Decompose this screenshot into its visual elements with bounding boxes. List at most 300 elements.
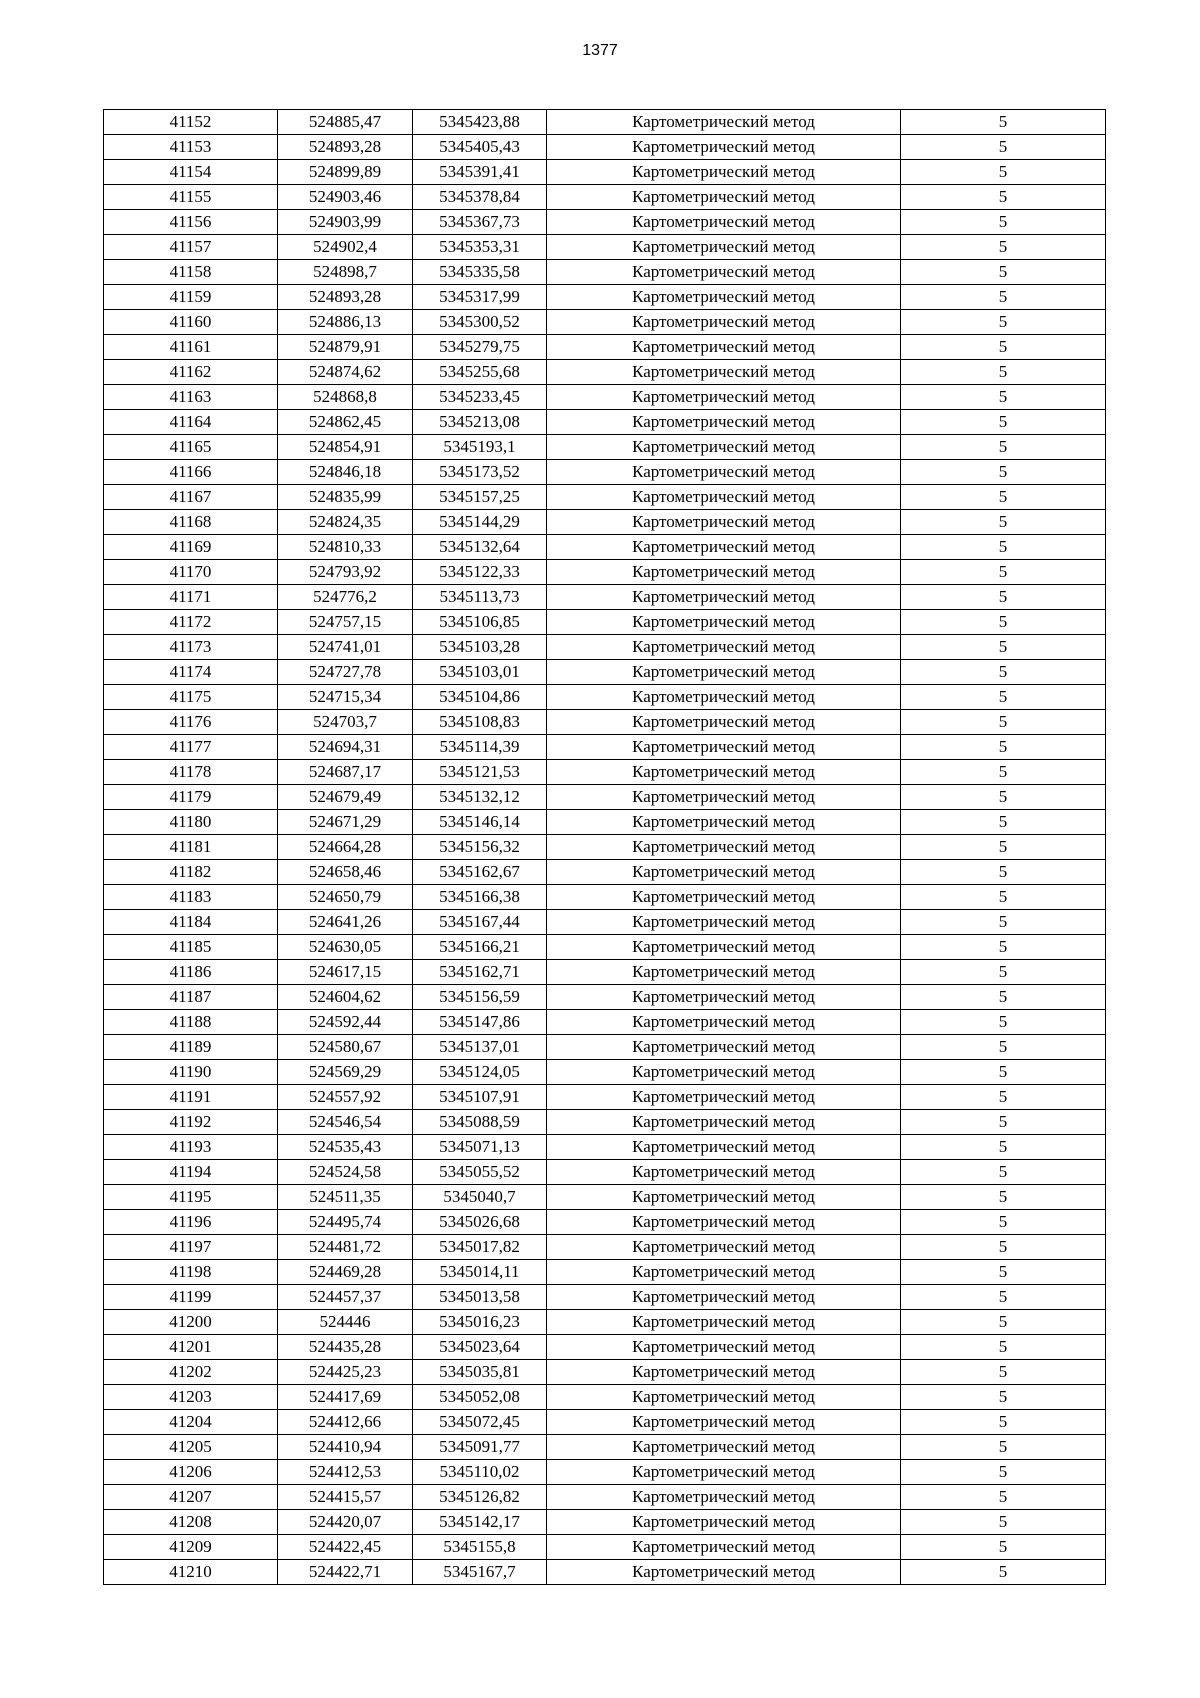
method-cell: Картометрический метод [547, 210, 901, 235]
accuracy-cell: 5 [901, 1035, 1106, 1060]
method-cell: Картометрический метод [547, 1235, 901, 1260]
accuracy-cell: 5 [901, 1310, 1106, 1335]
method-cell: Картометрический метод [547, 235, 901, 260]
y-coordinate-cell: 5345013,58 [413, 1285, 547, 1310]
x-coordinate-cell: 524457,37 [278, 1285, 413, 1310]
accuracy-cell: 5 [901, 560, 1106, 585]
point-number-cell: 41192 [104, 1110, 278, 1135]
accuracy-cell: 5 [901, 985, 1106, 1010]
y-coordinate-cell: 5345016,23 [413, 1310, 547, 1335]
y-coordinate-cell: 5345023,64 [413, 1335, 547, 1360]
table-row [104, 1310, 1106, 1335]
point-number-cell: 41181 [104, 835, 278, 860]
method-cell: Картометрический метод [547, 1060, 901, 1085]
table-row [104, 160, 1106, 185]
y-coordinate-cell: 5345121,53 [413, 760, 547, 785]
accuracy-cell: 5 [901, 1385, 1106, 1410]
method-cell: Картометрический метод [547, 1185, 901, 1210]
accuracy-cell: 5 [901, 1410, 1106, 1435]
x-coordinate-cell: 524903,46 [278, 185, 413, 210]
method-cell: Картометрический метод [547, 735, 901, 760]
x-coordinate-cell: 524793,92 [278, 560, 413, 585]
method-cell: Картометрический метод [547, 1160, 901, 1185]
accuracy-cell: 5 [901, 510, 1106, 535]
y-coordinate-cell: 5345166,21 [413, 935, 547, 960]
accuracy-cell: 5 [901, 535, 1106, 560]
point-number-cell: 41160 [104, 310, 278, 335]
point-number-cell: 41209 [104, 1535, 278, 1560]
x-coordinate-cell: 524422,45 [278, 1535, 413, 1560]
method-cell: Картометрический метод [547, 660, 901, 685]
y-coordinate-cell: 5345423,88 [413, 110, 547, 135]
method-cell: Картометрический метод [547, 860, 901, 885]
method-cell: Картометрический метод [547, 1385, 901, 1410]
accuracy-cell: 5 [901, 160, 1106, 185]
method-cell: Картометрический метод [547, 1435, 901, 1460]
y-coordinate-cell: 5345378,84 [413, 185, 547, 210]
point-number-cell: 41183 [104, 885, 278, 910]
point-number-cell: 41197 [104, 1235, 278, 1260]
point-number-cell: 41165 [104, 435, 278, 460]
accuracy-cell: 5 [901, 385, 1106, 410]
table-row [104, 710, 1106, 735]
point-number-cell: 41200 [104, 1310, 278, 1335]
table-row [104, 210, 1106, 235]
table-row [104, 1335, 1106, 1360]
x-coordinate-cell: 524874,62 [278, 360, 413, 385]
x-coordinate-cell: 524412,53 [278, 1460, 413, 1485]
table-row [104, 1535, 1106, 1560]
point-number-cell: 41186 [104, 960, 278, 985]
x-coordinate-cell: 524885,47 [278, 110, 413, 135]
x-coordinate-cell: 524604,62 [278, 985, 413, 1010]
y-coordinate-cell: 5345156,59 [413, 985, 547, 1010]
method-cell: Картометрический метод [547, 160, 901, 185]
accuracy-cell: 5 [901, 485, 1106, 510]
accuracy-cell: 5 [901, 1010, 1106, 1035]
page-number: 1377 [582, 42, 618, 59]
table-row [104, 910, 1106, 935]
y-coordinate-cell: 5345072,45 [413, 1410, 547, 1435]
y-coordinate-cell: 5345155,8 [413, 1535, 547, 1560]
accuracy-cell: 5 [901, 110, 1106, 135]
y-coordinate-cell: 5345193,1 [413, 435, 547, 460]
method-cell: Картометрический метод [547, 1135, 901, 1160]
accuracy-cell: 5 [901, 135, 1106, 160]
y-coordinate-cell: 5345156,32 [413, 835, 547, 860]
x-coordinate-cell: 524862,45 [278, 410, 413, 435]
y-coordinate-cell: 5345335,58 [413, 260, 547, 285]
table-row [104, 760, 1106, 785]
table-row [104, 1185, 1106, 1210]
accuracy-cell: 5 [901, 835, 1106, 860]
table-row [104, 410, 1106, 435]
method-cell: Картометрический метод [547, 1535, 901, 1560]
accuracy-cell: 5 [901, 435, 1106, 460]
accuracy-cell: 5 [901, 1335, 1106, 1360]
table-row [104, 135, 1106, 160]
y-coordinate-cell: 5345071,13 [413, 1135, 547, 1160]
x-coordinate-cell: 524687,17 [278, 760, 413, 785]
x-coordinate-cell: 524469,28 [278, 1260, 413, 1285]
accuracy-cell: 5 [901, 610, 1106, 635]
point-number-cell: 41190 [104, 1060, 278, 1085]
accuracy-cell: 5 [901, 1060, 1106, 1085]
coordinates-table-body [104, 110, 1106, 1585]
accuracy-cell: 5 [901, 360, 1106, 385]
x-coordinate-cell: 524420,07 [278, 1510, 413, 1535]
point-number-cell: 41196 [104, 1210, 278, 1235]
table-row [104, 1085, 1106, 1110]
table-row [104, 585, 1106, 610]
point-number-cell: 41208 [104, 1510, 278, 1535]
x-coordinate-cell: 524650,79 [278, 885, 413, 910]
accuracy-cell: 5 [901, 785, 1106, 810]
point-number-cell: 41189 [104, 1035, 278, 1060]
method-cell: Картометрический метод [547, 1310, 901, 1335]
accuracy-cell: 5 [901, 185, 1106, 210]
accuracy-cell: 5 [901, 760, 1106, 785]
table-row [104, 935, 1106, 960]
x-coordinate-cell: 524715,34 [278, 685, 413, 710]
x-coordinate-cell: 524569,29 [278, 1060, 413, 1085]
method-cell: Картометрический метод [547, 785, 901, 810]
table-row [104, 285, 1106, 310]
table-row [104, 110, 1106, 135]
x-coordinate-cell: 524824,35 [278, 510, 413, 535]
y-coordinate-cell: 5345124,05 [413, 1060, 547, 1085]
table-row [104, 435, 1106, 460]
point-number-cell: 41177 [104, 735, 278, 760]
point-number-cell: 41167 [104, 485, 278, 510]
method-cell: Картометрический метод [547, 1210, 901, 1235]
y-coordinate-cell: 5345279,75 [413, 335, 547, 360]
y-coordinate-cell: 5345405,43 [413, 135, 547, 160]
x-coordinate-cell: 524417,69 [278, 1385, 413, 1410]
table-row [104, 660, 1106, 685]
point-number-cell: 41162 [104, 360, 278, 385]
method-cell: Картометрический метод [547, 535, 901, 560]
y-coordinate-cell: 5345108,83 [413, 710, 547, 735]
x-coordinate-cell: 524846,18 [278, 460, 413, 485]
accuracy-cell: 5 [901, 1485, 1106, 1510]
accuracy-cell: 5 [901, 460, 1106, 485]
y-coordinate-cell: 5345110,02 [413, 1460, 547, 1485]
y-coordinate-cell: 5345126,82 [413, 1485, 547, 1510]
y-coordinate-cell: 5345144,29 [413, 510, 547, 535]
y-coordinate-cell: 5345114,39 [413, 735, 547, 760]
y-coordinate-cell: 5345113,73 [413, 585, 547, 610]
x-coordinate-cell: 524412,66 [278, 1410, 413, 1435]
point-number-cell: 41199 [104, 1285, 278, 1310]
table-row [104, 1360, 1106, 1385]
y-coordinate-cell: 5345107,91 [413, 1085, 547, 1110]
accuracy-cell: 5 [901, 585, 1106, 610]
accuracy-cell: 5 [901, 335, 1106, 360]
accuracy-cell: 5 [901, 1235, 1106, 1260]
coordinates-table [103, 109, 1106, 1585]
point-number-cell: 41168 [104, 510, 278, 535]
x-coordinate-cell: 524435,28 [278, 1335, 413, 1360]
point-number-cell: 41175 [104, 685, 278, 710]
table-row [104, 1035, 1106, 1060]
method-cell: Картометрический метод [547, 1010, 901, 1035]
x-coordinate-cell: 524898,7 [278, 260, 413, 285]
accuracy-cell: 5 [901, 1110, 1106, 1135]
x-coordinate-cell: 524903,99 [278, 210, 413, 235]
method-cell: Картометрический метод [547, 585, 901, 610]
method-cell: Картометрический метод [547, 960, 901, 985]
x-coordinate-cell: 524415,57 [278, 1485, 413, 1510]
point-number-cell: 41207 [104, 1485, 278, 1510]
accuracy-cell: 5 [901, 260, 1106, 285]
x-coordinate-cell: 524893,28 [278, 285, 413, 310]
x-coordinate-cell: 524425,23 [278, 1360, 413, 1385]
table-row [104, 635, 1106, 660]
table-row [104, 185, 1106, 210]
x-coordinate-cell: 524481,72 [278, 1235, 413, 1260]
point-number-cell: 41158 [104, 260, 278, 285]
method-cell: Картометрический метод [547, 310, 901, 335]
accuracy-cell: 5 [901, 735, 1106, 760]
table-row [104, 1235, 1106, 1260]
y-coordinate-cell: 5345017,82 [413, 1235, 547, 1260]
method-cell: Картометрический метод [547, 460, 901, 485]
table-row [104, 1160, 1106, 1185]
table-row [104, 885, 1106, 910]
point-number-cell: 41156 [104, 210, 278, 235]
method-cell: Картометрический метод [547, 335, 901, 360]
point-number-cell: 41166 [104, 460, 278, 485]
point-number-cell: 41164 [104, 410, 278, 435]
x-coordinate-cell: 524835,99 [278, 485, 413, 510]
x-coordinate-cell: 524658,46 [278, 860, 413, 885]
y-coordinate-cell: 5345147,86 [413, 1010, 547, 1035]
table-row [104, 460, 1106, 485]
y-coordinate-cell: 5345122,33 [413, 560, 547, 585]
y-coordinate-cell: 5345167,44 [413, 910, 547, 935]
point-number-cell: 41210 [104, 1560, 278, 1585]
x-coordinate-cell: 524893,28 [278, 135, 413, 160]
accuracy-cell: 5 [901, 660, 1106, 685]
point-number-cell: 41194 [104, 1160, 278, 1185]
accuracy-cell: 5 [901, 1460, 1106, 1485]
x-coordinate-cell: 524641,26 [278, 910, 413, 935]
y-coordinate-cell: 5345142,17 [413, 1510, 547, 1535]
x-coordinate-cell: 524410,94 [278, 1435, 413, 1460]
table-row [104, 1385, 1106, 1410]
y-coordinate-cell: 5345146,14 [413, 810, 547, 835]
method-cell: Картометрический метод [547, 1560, 901, 1585]
method-cell: Картометрический метод [547, 410, 901, 435]
point-number-cell: 41182 [104, 860, 278, 885]
accuracy-cell: 5 [901, 1135, 1106, 1160]
y-coordinate-cell: 5345103,01 [413, 660, 547, 685]
y-coordinate-cell: 5345132,64 [413, 535, 547, 560]
method-cell: Картометрический метод [547, 1460, 901, 1485]
x-coordinate-cell: 524679,49 [278, 785, 413, 810]
method-cell: Картометрический метод [547, 710, 901, 735]
table-row [104, 510, 1106, 535]
method-cell: Картометрический метод [547, 1260, 901, 1285]
method-cell: Картометрический метод [547, 1360, 901, 1385]
x-coordinate-cell: 524703,7 [278, 710, 413, 735]
x-coordinate-cell: 524902,4 [278, 235, 413, 260]
y-coordinate-cell: 5345367,73 [413, 210, 547, 235]
table-row [104, 1010, 1106, 1035]
y-coordinate-cell: 5345391,41 [413, 160, 547, 185]
table-row [104, 485, 1106, 510]
table-row [104, 960, 1106, 985]
table-row [104, 1210, 1106, 1235]
point-number-cell: 41176 [104, 710, 278, 735]
table-row [104, 785, 1106, 810]
x-coordinate-cell: 524664,28 [278, 835, 413, 860]
table-row [104, 1135, 1106, 1160]
x-coordinate-cell: 524810,33 [278, 535, 413, 560]
method-cell: Картометрический метод [547, 1485, 901, 1510]
y-coordinate-cell: 5345300,52 [413, 310, 547, 335]
method-cell: Картометрический метод [547, 1335, 901, 1360]
accuracy-cell: 5 [901, 910, 1106, 935]
method-cell: Картометрический метод [547, 435, 901, 460]
point-number-cell: 41201 [104, 1335, 278, 1360]
point-number-cell: 41159 [104, 285, 278, 310]
table-row [104, 1410, 1106, 1435]
point-number-cell: 41202 [104, 1360, 278, 1385]
accuracy-cell: 5 [901, 235, 1106, 260]
table-row [104, 1485, 1106, 1510]
method-cell: Картометрический метод [547, 760, 901, 785]
y-coordinate-cell: 5345162,67 [413, 860, 547, 885]
x-coordinate-cell: 524757,15 [278, 610, 413, 635]
x-coordinate-cell: 524524,58 [278, 1160, 413, 1185]
x-coordinate-cell: 524617,15 [278, 960, 413, 985]
accuracy-cell: 5 [901, 1260, 1106, 1285]
method-cell: Картометрический метод [547, 885, 901, 910]
point-number-cell: 41157 [104, 235, 278, 260]
point-number-cell: 41191 [104, 1085, 278, 1110]
method-cell: Картометрический метод [547, 1285, 901, 1310]
table-row [104, 360, 1106, 385]
accuracy-cell: 5 [901, 1210, 1106, 1235]
method-cell: Картометрический метод [547, 1510, 901, 1535]
method-cell: Картометрический метод [547, 135, 901, 160]
y-coordinate-cell: 5345213,08 [413, 410, 547, 435]
table-row [104, 860, 1106, 885]
y-coordinate-cell: 5345353,31 [413, 235, 547, 260]
accuracy-cell: 5 [901, 285, 1106, 310]
point-number-cell: 41163 [104, 385, 278, 410]
x-coordinate-cell: 524854,91 [278, 435, 413, 460]
x-coordinate-cell: 524535,43 [278, 1135, 413, 1160]
table-row [104, 310, 1106, 335]
y-coordinate-cell: 5345137,01 [413, 1035, 547, 1060]
y-coordinate-cell: 5345106,85 [413, 610, 547, 635]
method-cell: Картометрический метод [547, 635, 901, 660]
x-coordinate-cell: 524511,35 [278, 1185, 413, 1210]
accuracy-cell: 5 [901, 710, 1106, 735]
table-row [104, 1285, 1106, 1310]
table-row [104, 735, 1106, 760]
point-number-cell: 41155 [104, 185, 278, 210]
point-number-cell: 41195 [104, 1185, 278, 1210]
y-coordinate-cell: 5345166,38 [413, 885, 547, 910]
table-row [104, 335, 1106, 360]
y-coordinate-cell: 5345103,28 [413, 635, 547, 660]
point-number-cell: 41172 [104, 610, 278, 635]
table-row [104, 1110, 1106, 1135]
point-number-cell: 41205 [104, 1435, 278, 1460]
y-coordinate-cell: 5345132,12 [413, 785, 547, 810]
method-cell: Картометрический метод [547, 935, 901, 960]
method-cell: Картометрический метод [547, 260, 901, 285]
y-coordinate-cell: 5345040,7 [413, 1185, 547, 1210]
x-coordinate-cell: 524776,2 [278, 585, 413, 610]
method-cell: Картометрический метод [547, 510, 901, 535]
accuracy-cell: 5 [901, 1085, 1106, 1110]
x-coordinate-cell: 524899,89 [278, 160, 413, 185]
table-row [104, 1460, 1106, 1485]
table-row [104, 1560, 1106, 1585]
method-cell: Картометрический метод [547, 685, 901, 710]
point-number-cell: 41203 [104, 1385, 278, 1410]
accuracy-cell: 5 [901, 1285, 1106, 1310]
y-coordinate-cell: 5345088,59 [413, 1110, 547, 1135]
method-cell: Картометрический метод [547, 1085, 901, 1110]
y-coordinate-cell: 5345255,68 [413, 360, 547, 385]
method-cell: Картометрический метод [547, 485, 901, 510]
accuracy-cell: 5 [901, 1510, 1106, 1535]
method-cell: Картометрический метод [547, 185, 901, 210]
x-coordinate-cell: 524671,29 [278, 810, 413, 835]
method-cell: Картометрический метод [547, 1410, 901, 1435]
point-number-cell: 41154 [104, 160, 278, 185]
point-number-cell: 41206 [104, 1460, 278, 1485]
y-coordinate-cell: 5345055,52 [413, 1160, 547, 1185]
point-number-cell: 41178 [104, 760, 278, 785]
table-row [104, 560, 1106, 585]
point-number-cell: 41161 [104, 335, 278, 360]
x-coordinate-cell: 524546,54 [278, 1110, 413, 1135]
table-row [104, 685, 1106, 710]
x-coordinate-cell: 524495,74 [278, 1210, 413, 1235]
x-coordinate-cell: 524741,01 [278, 635, 413, 660]
method-cell: Картометрический метод [547, 360, 901, 385]
method-cell: Картометрический метод [547, 560, 901, 585]
y-coordinate-cell: 5345233,45 [413, 385, 547, 410]
y-coordinate-cell: 5345173,52 [413, 460, 547, 485]
x-coordinate-cell: 524580,67 [278, 1035, 413, 1060]
method-cell: Картометрический метод [547, 1110, 901, 1135]
point-number-cell: 41179 [104, 785, 278, 810]
accuracy-cell: 5 [901, 1560, 1106, 1585]
x-coordinate-cell: 524694,31 [278, 735, 413, 760]
point-number-cell: 41193 [104, 1135, 278, 1160]
point-number-cell: 41188 [104, 1010, 278, 1035]
point-number-cell: 41185 [104, 935, 278, 960]
point-number-cell: 41180 [104, 810, 278, 835]
accuracy-cell: 5 [901, 1160, 1106, 1185]
y-coordinate-cell: 5345104,86 [413, 685, 547, 710]
point-number-cell: 41171 [104, 585, 278, 610]
method-cell: Картометрический метод [547, 810, 901, 835]
method-cell: Картометрический метод [547, 610, 901, 635]
accuracy-cell: 5 [901, 1360, 1106, 1385]
accuracy-cell: 5 [901, 960, 1106, 985]
point-number-cell: 41174 [104, 660, 278, 685]
table-row [104, 985, 1106, 1010]
